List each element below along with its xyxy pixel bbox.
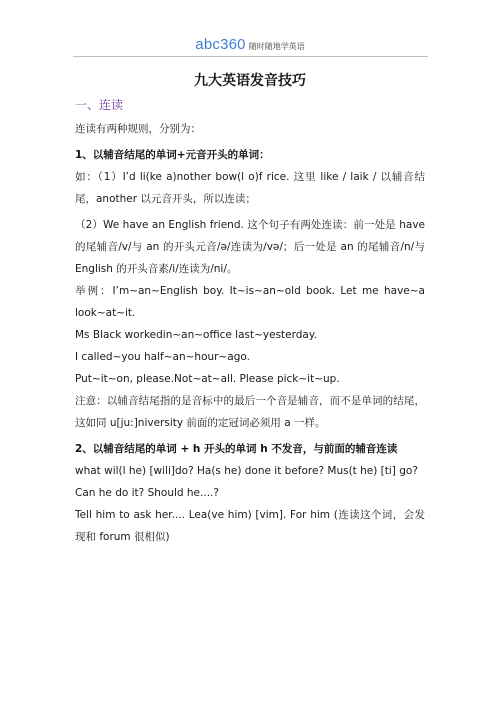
paragraph: Tell him to ask her.... Lea(ve him) [vim]. For him (连读这个词，会发现和 forum 很相似) [75,509,425,543]
paragraph: Can he do it? Should he....? [75,487,219,499]
section-heading: 一、连读 [75,98,124,112]
brand-tagline: 随时随地学英语 [248,42,305,51]
document-title: 九大英语发音技巧 [194,73,306,89]
paragraph: 如：（1）I’d li(ke a)nother bow(l o)f rice. 这里 like / laik / 以辅音结尾，another 以元音开头，所以连读； [75,171,425,205]
paragraph: 注意：以辅音结尾指的是音标中的最后一个音是辅音，而不是单词的结尾，这如同 u[ju:]niversity 前面的定冠词必须用 a 一样。 [75,395,425,429]
paragraph: what wil(l he) [wili]do? Ha(s he) done it before? Mus(t he) [ti] go? [75,465,418,477]
paragraph: （2）We have an English friend. 这个句子有两处连读：前一处是 have 的尾辅音/v/与 an 的开头元音/ə/连读为/və/；后一处是 an 的尾辅音/n/与 English 的开头音素/i/连读为/ni/。 [75,219,425,275]
paragraph: Ms Black workedin~an~office last~yesterday. [75,329,317,341]
brand-logo [195,36,304,53]
page-header [0,34,500,54]
paragraph: 连读有两种规则，分别为： [75,123,201,135]
rule-heading: 1、以辅音结尾的单词+元音开头的单词： [75,149,270,161]
header-divider [73,56,428,57]
paragraph: 举例：I’m~an~English boy. It~is~an~old book. Let me have~a look~at~it. [75,285,425,319]
rule-heading: 2、以辅音结尾的单词 + h 开头的单词 h 不发音，与前面的辅音连读 [75,443,398,455]
document-body [75,118,425,548]
brand-name: abc360 [195,36,246,53]
paragraph: I called~you half~an~hour~ago. [75,351,250,363]
paragraph: Put~it~on, please.Not~at~all. Please pick~it~up. [75,373,340,385]
